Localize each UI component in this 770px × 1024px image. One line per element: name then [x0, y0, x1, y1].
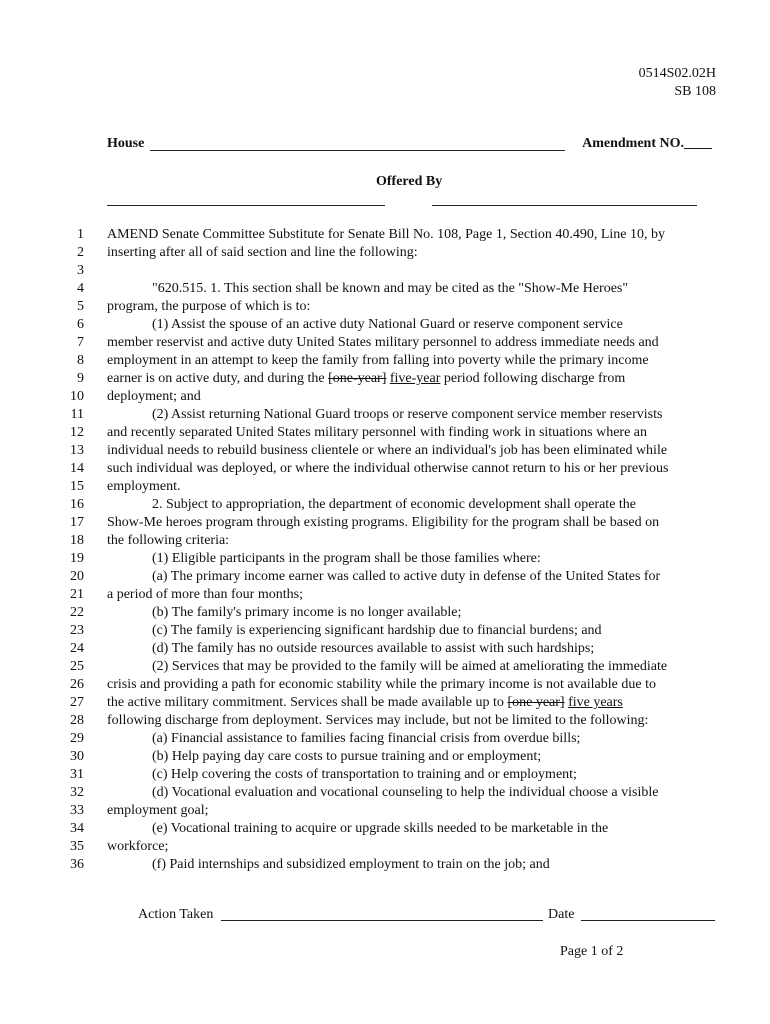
line-text: [107, 226, 665, 244]
text-segment: program, the purpose of which is to:: [107, 299, 311, 314]
text-line: [0, 532, 770, 550]
line-number: 36: [70, 857, 84, 872]
page-number: Page 1 of 2: [560, 944, 624, 959]
text-segment: (1) Eligible participants in the program shall be those families where:: [152, 551, 541, 566]
text-segment: deployment; and: [107, 389, 201, 404]
line-number: 14: [70, 461, 84, 476]
text-segment: (f) Paid internships and subsidized employment to train on the job; and: [152, 857, 550, 872]
text-segment: (b) The family's primary income is no longer available;: [152, 605, 462, 620]
document-id: 0514S02.02H: [638, 66, 716, 81]
line-number: 13: [70, 443, 84, 458]
line-text: [107, 388, 201, 406]
line-text: [152, 640, 594, 658]
inserted-text: five years: [568, 695, 623, 710]
line-number: 5: [77, 299, 84, 314]
text-segment: employment.: [107, 479, 181, 494]
text-segment: the following criteria:: [107, 533, 230, 548]
text-line: [0, 352, 770, 370]
text-line: [0, 388, 770, 406]
text-segment: (d) The family has no outside resources available to assist with such hardships;: [152, 641, 595, 656]
line-text: [152, 856, 550, 874]
text-segment: such individual was deployed, or where the individual otherwise cannot return to his or her previous: [107, 461, 669, 476]
text-line: [0, 694, 770, 712]
text-segment: inserting after all of said section and line the following:: [107, 245, 418, 260]
inserted-text: five-year: [389, 371, 441, 386]
line-number: 4: [77, 281, 84, 296]
text-segment: a period of more than four months;: [107, 587, 303, 602]
text-segment: employment in an attempt to keep the family from falling into poverty while the primary income: [107, 353, 649, 368]
text-segment: (a) Financial assistance to families facing financial crisis from overdue bills;: [152, 731, 581, 746]
text-line: [0, 622, 770, 640]
text-line: [0, 568, 770, 586]
line-number: 27: [70, 695, 84, 710]
line-text: [107, 514, 659, 532]
line-text: [107, 298, 310, 316]
line-number: 28: [70, 713, 84, 728]
text-line: [0, 586, 770, 604]
text-segment: (c) The family is experiencing significant hardship due to financial burdens; and: [152, 623, 602, 638]
text-line: [0, 226, 770, 244]
line-number: 30: [70, 749, 84, 764]
line-text: [152, 496, 636, 514]
text-line: [0, 784, 770, 802]
deleted-text: [one-year]: [328, 371, 387, 386]
date-blank: [581, 920, 715, 921]
line-text: [152, 604, 461, 622]
amendment-text: [0, 226, 770, 874]
line-number: 19: [70, 551, 84, 566]
line-number: 6: [77, 317, 84, 332]
line-number: 16: [70, 497, 84, 512]
line-text: [152, 406, 662, 424]
text-line: [0, 244, 770, 262]
text-segment: (e) Vocational training to acquire or upgrade skills needed to be marketable in the: [152, 821, 609, 836]
action-taken-label: Action Taken: [138, 907, 214, 922]
line-text: [107, 244, 418, 262]
text-line: [0, 748, 770, 766]
text-segment: member reservist and active duty United States military personnel to address immediate needs and: [107, 335, 659, 350]
text-segment: (2) Services that may be provided to the family will be aimed at ameliorating the immediate: [152, 659, 668, 674]
text-segment: workforce;: [107, 839, 169, 854]
line-number: 21: [70, 587, 84, 602]
text-segment: 2. Subject to appropriation, the department of economic development shall operate the: [152, 497, 637, 512]
line-text: [152, 730, 580, 748]
text-line: [0, 766, 770, 784]
offered-by-blank-left: [107, 205, 385, 206]
line-number: 25: [70, 659, 84, 674]
line-number: 1: [77, 227, 84, 242]
text-segment: (2) Assist returning National Guard troops or reserve component service member reservists: [152, 407, 663, 422]
line-text: [107, 712, 648, 730]
line-text: [107, 460, 668, 478]
line-number: 24: [70, 641, 84, 656]
line-number: 8: [77, 353, 84, 368]
line-number: 2: [77, 245, 84, 260]
text-line: [0, 370, 770, 388]
line-number: 26: [70, 677, 84, 692]
text-segment: earner is on active duty, and during the: [107, 371, 329, 386]
line-text: [152, 280, 628, 298]
action-taken-blank: [221, 920, 543, 921]
line-number: 35: [70, 839, 84, 854]
text-line: [0, 298, 770, 316]
deleted-text: [one year]: [507, 695, 565, 710]
text-line: [0, 442, 770, 460]
line-number: 34: [70, 821, 84, 836]
line-text: [107, 676, 656, 694]
text-line: [0, 604, 770, 622]
text-line: [0, 712, 770, 730]
line-text: [107, 442, 667, 460]
line-number: 31: [70, 767, 84, 782]
text-segment: employment goal;: [107, 803, 209, 818]
text-segment: (c) Help covering the costs of transportation to training and or employment;: [152, 767, 577, 782]
bill-number: SB 108: [674, 84, 716, 99]
line-number: 22: [70, 605, 84, 620]
text-segment: the active military commitment. Services shall be made available up to: [107, 695, 508, 710]
text-line: [0, 262, 770, 280]
amendment-number-label: Amendment NO.____: [582, 136, 712, 151]
line-text: [152, 820, 608, 838]
text-segment: individual needs to rebuild business clientele or where an individual's job has been eliminated while: [107, 443, 668, 458]
text-segment: (1) Assist the spouse of an active duty National Guard or reserve component service: [152, 317, 623, 332]
text-segment: (b) Help paying day care costs to pursue training and or employment;: [152, 749, 542, 764]
line-number: 20: [70, 569, 84, 584]
text-line: [0, 496, 770, 514]
line-text: [152, 766, 577, 784]
text-line: [0, 514, 770, 532]
line-text: [107, 838, 168, 856]
line-number: 18: [70, 533, 84, 548]
line-number: 33: [70, 803, 84, 818]
house-blank-line: [150, 150, 565, 151]
text-line: [0, 820, 770, 838]
text-line: [0, 550, 770, 568]
text-line: [0, 280, 770, 298]
text-segment: "620.515. 1. This section shall be known and may be cited as the "Show-Me Heroes": [152, 281, 629, 296]
line-text: [152, 748, 541, 766]
text-line: [0, 676, 770, 694]
text-line: [0, 856, 770, 874]
text-line: [0, 460, 770, 478]
text-line: [0, 730, 770, 748]
line-number: 11: [70, 407, 84, 422]
line-text: [152, 658, 667, 676]
text-line: [0, 334, 770, 352]
text-segment: (a) The primary income earner was called to active duty in defense of the United States for: [152, 569, 661, 584]
offered-by-blank-right: [432, 205, 697, 206]
text-segment: AMEND Senate Committee Substitute for Senate Bill No. 108, Page 1, Section 40.490, Line 10, by: [107, 227, 665, 242]
line-text: [107, 370, 625, 388]
text-line: [0, 316, 770, 334]
line-text: [107, 694, 623, 712]
line-text: [107, 586, 303, 604]
line-text: [107, 352, 649, 370]
line-number: 15: [70, 479, 84, 494]
offered-by-label: Offered By: [376, 174, 443, 189]
line-text: [107, 532, 229, 550]
date-label: Date: [548, 907, 575, 922]
line-text: [107, 424, 647, 442]
line-number: 29: [70, 731, 84, 746]
line-text: [152, 550, 541, 568]
text-line: [0, 478, 770, 496]
text-line: [0, 424, 770, 442]
text-segment: (d) Vocational evaluation and vocational counseling to help the individual choose a visible: [152, 785, 659, 800]
text-line: [0, 838, 770, 856]
text-line: [0, 640, 770, 658]
line-text: [107, 478, 181, 496]
text-segment: following discharge from deployment. Services may include, but not be limited to the following:: [107, 713, 649, 728]
line-text: [152, 622, 602, 640]
text-segment: crisis and providing a path for economic stability while the primary income is not available due to: [107, 677, 656, 692]
line-number: 9: [77, 371, 84, 386]
line-number: 3: [77, 263, 84, 278]
text-line: [0, 802, 770, 820]
text-line: [0, 658, 770, 676]
text-segment: and recently separated United States military personnel with finding work in situations where an: [107, 425, 648, 440]
line-number: 12: [70, 425, 84, 440]
line-text: [152, 784, 658, 802]
text-line: [0, 406, 770, 424]
line-number: 32: [70, 785, 84, 800]
line-number: 7: [77, 335, 84, 350]
text-segment: Show-Me heroes program through existing programs. Eligibility for the program shall be based on: [107, 515, 660, 530]
line-text: [152, 568, 660, 586]
house-label: House: [107, 136, 145, 151]
line-number: 23: [70, 623, 84, 638]
line-text: [107, 802, 208, 820]
line-text: [152, 316, 623, 334]
line-number: 17: [70, 515, 84, 530]
line-text: [107, 334, 659, 352]
line-number: 10: [70, 389, 84, 404]
text-segment: period following discharge from: [440, 371, 626, 386]
